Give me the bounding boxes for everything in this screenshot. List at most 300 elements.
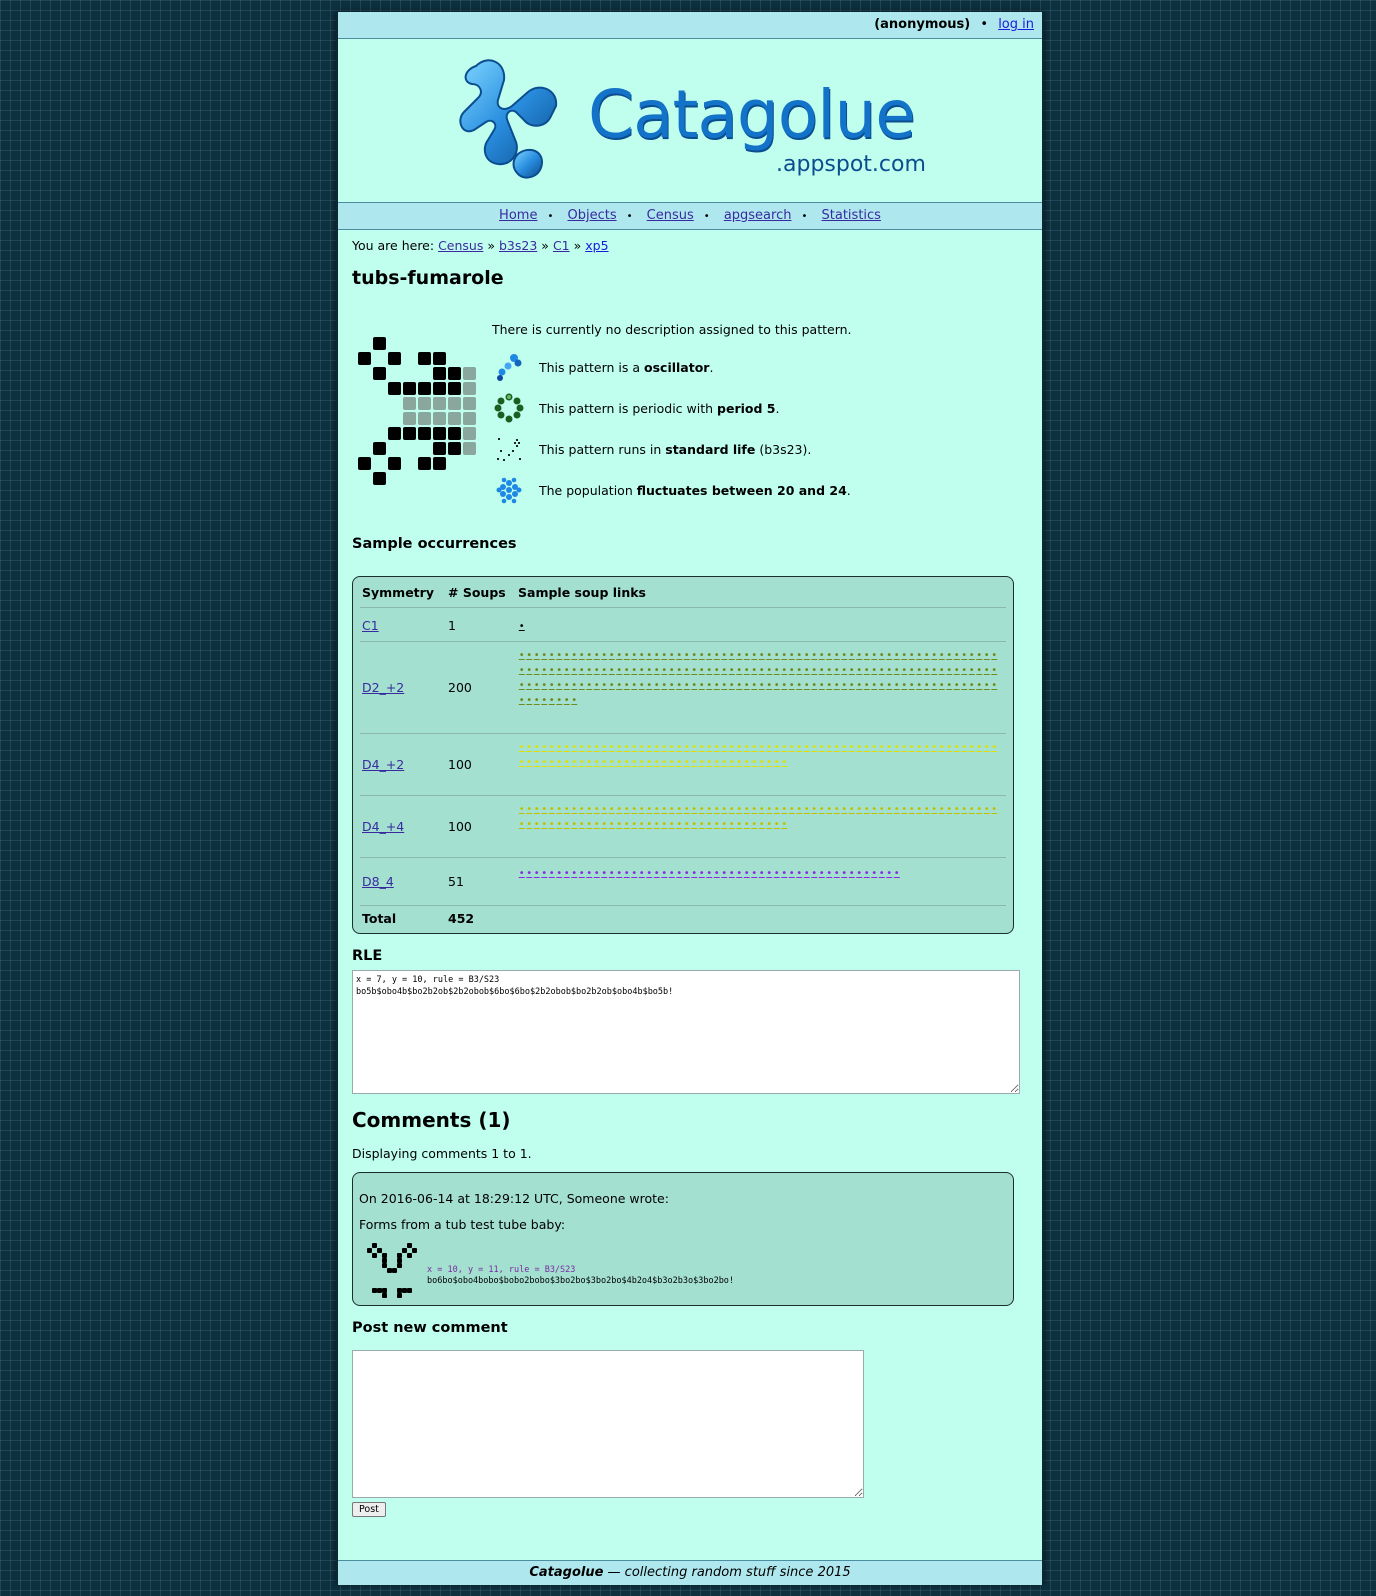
soup-link[interactable]: • xyxy=(661,804,668,815)
soup-link[interactable]: • xyxy=(721,650,728,661)
soup-link[interactable]: • xyxy=(728,680,735,691)
soup-link[interactable]: • xyxy=(766,742,773,753)
soup-link[interactable]: • xyxy=(961,650,968,661)
soup-link[interactable]: • xyxy=(646,680,653,691)
soup-link[interactable]: • xyxy=(631,819,638,830)
soup-link[interactable]: • xyxy=(541,804,548,815)
soup-link[interactable]: • xyxy=(541,757,548,768)
soup-link[interactable]: • xyxy=(976,665,983,676)
soup-link[interactable]: • xyxy=(556,695,563,706)
soup-link[interactable]: • xyxy=(758,650,765,661)
soup-link[interactable]: • xyxy=(841,742,848,753)
soup-link[interactable]: • xyxy=(878,680,885,691)
soup-link[interactable]: • xyxy=(871,665,878,676)
soup-link[interactable]: • xyxy=(743,819,750,830)
soup-link[interactable]: • xyxy=(683,868,690,879)
soup-link[interactable]: • xyxy=(818,742,825,753)
soup-link[interactable]: • xyxy=(743,650,750,661)
soup-link[interactable]: • xyxy=(661,742,668,753)
soup-link[interactable]: • xyxy=(773,868,780,879)
soup-link[interactable]: • xyxy=(638,804,645,815)
soup-link[interactable]: • xyxy=(856,804,863,815)
soup-link[interactable]: • xyxy=(751,868,758,879)
soup-link[interactable]: • xyxy=(713,868,720,879)
soup-link[interactable]: • xyxy=(533,757,540,768)
symmetry-link[interactable]: D4_+4 xyxy=(362,818,405,834)
soup-link[interactable]: • xyxy=(728,868,735,879)
soup-link[interactable]: • xyxy=(811,665,818,676)
soup-link[interactable]: • xyxy=(563,650,570,661)
soup-link[interactable]: • xyxy=(736,819,743,830)
soup-link[interactable]: • xyxy=(871,868,878,879)
soup-link[interactable]: • xyxy=(991,804,998,815)
soup-link[interactable]: • xyxy=(983,804,990,815)
soup-link[interactable]: • xyxy=(961,742,968,753)
soup-link[interactable]: • xyxy=(841,868,848,879)
soup-link[interactable]: • xyxy=(541,680,548,691)
soup-link[interactable]: • xyxy=(578,819,585,830)
rle-textarea[interactable] xyxy=(352,970,1020,1094)
soup-link[interactable]: • xyxy=(563,680,570,691)
soup-link[interactable]: • xyxy=(908,804,915,815)
soup-link[interactable]: • xyxy=(796,868,803,879)
soup-link[interactable]: • xyxy=(601,680,608,691)
soup-link[interactable]: • xyxy=(668,868,675,879)
soup-link[interactable]: • xyxy=(706,742,713,753)
soup-link[interactable]: • xyxy=(646,804,653,815)
soup-link[interactable]: • xyxy=(893,868,900,879)
soup-link[interactable]: • xyxy=(578,680,585,691)
soup-link[interactable]: • xyxy=(728,650,735,661)
soup-link[interactable]: • xyxy=(661,868,668,879)
soup-link[interactable]: • xyxy=(571,868,578,879)
soup-link[interactable]: • xyxy=(766,819,773,830)
soup-link[interactable]: • xyxy=(661,757,668,768)
soup-link[interactable]: • xyxy=(563,868,570,879)
soup-link[interactable]: • xyxy=(893,650,900,661)
soup-link[interactable]: • xyxy=(713,650,720,661)
soup-link[interactable]: • xyxy=(841,804,848,815)
soup-link[interactable]: • xyxy=(653,665,660,676)
soup-link[interactable]: • xyxy=(908,742,915,753)
soup-link[interactable]: • xyxy=(608,819,615,830)
soup-link[interactable]: • xyxy=(541,742,548,753)
soup-link[interactable]: • xyxy=(616,665,623,676)
soup-link[interactable]: • xyxy=(781,868,788,879)
soup-link[interactable]: • xyxy=(608,680,615,691)
soup-link[interactable]: • xyxy=(916,650,923,661)
soup-link[interactable]: • xyxy=(946,804,953,815)
soup-link[interactable]: • xyxy=(931,742,938,753)
soup-link[interactable]: • xyxy=(788,804,795,815)
soup-link[interactable]: • xyxy=(856,680,863,691)
soup-link[interactable]: • xyxy=(661,665,668,676)
soup-link[interactable]: • xyxy=(773,757,780,768)
soup-link[interactable]: • xyxy=(893,680,900,691)
soup-link[interactable]: • xyxy=(608,757,615,768)
soup-link[interactable]: • xyxy=(646,757,653,768)
soup-link[interactable]: • xyxy=(871,804,878,815)
soup-link[interactable]: • xyxy=(683,650,690,661)
soup-link[interactable]: • xyxy=(646,868,653,879)
soup-link[interactable]: • xyxy=(766,680,773,691)
soup-link[interactable]: • xyxy=(743,665,750,676)
soup-link[interactable]: • xyxy=(773,742,780,753)
soup-link[interactable]: • xyxy=(533,650,540,661)
soup-link[interactable]: • xyxy=(833,804,840,815)
soup-link[interactable]: • xyxy=(773,665,780,676)
soup-link[interactable]: • xyxy=(886,804,893,815)
soup-link[interactable]: • xyxy=(586,757,593,768)
soup-link[interactable]: • xyxy=(736,650,743,661)
soup-link[interactable]: • xyxy=(661,680,668,691)
soup-link[interactable]: • xyxy=(713,742,720,753)
soup-link[interactable]: • xyxy=(676,819,683,830)
soup-link[interactable]: • xyxy=(721,742,728,753)
soup-link[interactable]: • xyxy=(803,665,810,676)
soup-link[interactable]: • xyxy=(526,868,533,879)
soup-link[interactable]: • xyxy=(758,819,765,830)
soup-link[interactable]: • xyxy=(676,665,683,676)
soup-link[interactable]: • xyxy=(556,804,563,815)
soup-link[interactable]: • xyxy=(563,695,570,706)
soup-link[interactable]: • xyxy=(698,742,705,753)
soup-link[interactable]: • xyxy=(901,742,908,753)
soup-link[interactable]: • xyxy=(563,665,570,676)
soup-link[interactable]: • xyxy=(901,650,908,661)
soup-link[interactable]: • xyxy=(518,620,525,632)
soup-link[interactable]: • xyxy=(623,742,630,753)
soup-link[interactable]: • xyxy=(593,819,600,830)
soup-link[interactable]: • xyxy=(631,665,638,676)
soup-link[interactable]: • xyxy=(736,757,743,768)
breadcrumb-census[interactable]: Census xyxy=(438,238,484,253)
soup-link[interactable]: • xyxy=(571,819,578,830)
soup-link[interactable]: • xyxy=(623,665,630,676)
soup-link[interactable]: • xyxy=(593,757,600,768)
soup-link[interactable]: • xyxy=(983,742,990,753)
soup-link[interactable]: • xyxy=(976,650,983,661)
soup-link[interactable]: • xyxy=(638,650,645,661)
soup-link[interactable]: • xyxy=(803,742,810,753)
soup-link[interactable]: • xyxy=(698,650,705,661)
soup-link[interactable]: • xyxy=(526,757,533,768)
soup-link[interactable]: • xyxy=(631,742,638,753)
soup-link[interactable]: • xyxy=(916,680,923,691)
soup-link[interactable]: • xyxy=(638,819,645,830)
soup-link[interactable]: • xyxy=(608,804,615,815)
soup-link[interactable]: • xyxy=(826,742,833,753)
soup-link[interactable]: • xyxy=(683,665,690,676)
soup-link[interactable]: • xyxy=(826,680,833,691)
soup-link[interactable]: • xyxy=(578,742,585,753)
soup-link[interactable]: • xyxy=(931,665,938,676)
soup-link[interactable]: • xyxy=(833,650,840,661)
soup-link[interactable]: • xyxy=(706,804,713,815)
soup-link[interactable]: • xyxy=(901,804,908,815)
soup-link[interactable]: • xyxy=(571,695,578,706)
soup-link[interactable]: • xyxy=(946,650,953,661)
soup-link[interactable]: • xyxy=(668,742,675,753)
soup-link[interactable]: • xyxy=(961,804,968,815)
soup-link[interactable]: • xyxy=(668,804,675,815)
soup-link[interactable]: • xyxy=(586,804,593,815)
soup-link[interactable]: • xyxy=(541,665,548,676)
soup-link[interactable]: • xyxy=(796,804,803,815)
soup-link[interactable]: • xyxy=(526,650,533,661)
soup-link[interactable]: • xyxy=(653,742,660,753)
soup-link[interactable]: • xyxy=(608,868,615,879)
new-comment-textarea[interactable] xyxy=(352,1350,864,1498)
soup-link[interactable]: • xyxy=(518,680,525,691)
soup-link[interactable]: • xyxy=(578,650,585,661)
soup-link[interactable]: • xyxy=(518,804,525,815)
soup-link[interactable]: • xyxy=(766,868,773,879)
soup-link[interactable]: • xyxy=(743,804,750,815)
soup-link[interactable]: • xyxy=(908,665,915,676)
soup-link[interactable]: • xyxy=(683,742,690,753)
soup-link[interactable]: • xyxy=(683,819,690,830)
soup-link[interactable]: • xyxy=(548,804,555,815)
soup-link[interactable]: • xyxy=(833,868,840,879)
soup-link[interactable]: • xyxy=(638,868,645,879)
soup-link[interactable]: • xyxy=(796,650,803,661)
soup-link[interactable]: • xyxy=(541,868,548,879)
soup-link[interactable]: • xyxy=(818,868,825,879)
soup-link[interactable]: • xyxy=(698,757,705,768)
soup-link[interactable]: • xyxy=(713,680,720,691)
soup-link[interactable]: • xyxy=(878,650,885,661)
soup-link[interactable]: • xyxy=(863,868,870,879)
soup-link[interactable]: • xyxy=(541,819,548,830)
soup-link[interactable]: • xyxy=(541,650,548,661)
soup-link[interactable]: • xyxy=(518,819,525,830)
soup-link[interactable]: • xyxy=(518,757,525,768)
soup-link[interactable]: • xyxy=(946,665,953,676)
soup-link[interactable]: • xyxy=(803,868,810,879)
soup-link[interactable]: • xyxy=(848,680,855,691)
soup-link[interactable]: • xyxy=(773,804,780,815)
soup-link[interactable]: • xyxy=(803,680,810,691)
soup-link[interactable]: • xyxy=(751,665,758,676)
soup-link[interactable]: • xyxy=(818,680,825,691)
soup-link[interactable]: • xyxy=(788,868,795,879)
soup-link[interactable]: • xyxy=(601,804,608,815)
soup-link[interactable]: • xyxy=(878,868,885,879)
soup-link[interactable]: • xyxy=(526,804,533,815)
soup-link[interactable]: • xyxy=(698,819,705,830)
soup-link[interactable]: • xyxy=(863,650,870,661)
soup-link[interactable]: • xyxy=(623,650,630,661)
soup-link[interactable]: • xyxy=(533,804,540,815)
soup-link[interactable]: • xyxy=(848,665,855,676)
soup-link[interactable]: • xyxy=(743,868,750,879)
soup-link[interactable]: • xyxy=(593,650,600,661)
soup-link[interactable]: • xyxy=(758,804,765,815)
soup-link[interactable]: • xyxy=(593,804,600,815)
soup-link[interactable]: • xyxy=(601,650,608,661)
soup-link[interactable]: • xyxy=(796,680,803,691)
soup-link[interactable]: • xyxy=(916,742,923,753)
soup-link[interactable]: • xyxy=(586,680,593,691)
soup-link[interactable]: • xyxy=(593,868,600,879)
soup-link[interactable]: • xyxy=(803,804,810,815)
soup-link[interactable]: • xyxy=(691,757,698,768)
soup-link[interactable]: • xyxy=(676,868,683,879)
soup-link[interactable]: • xyxy=(518,650,525,661)
soup-link[interactable]: • xyxy=(751,680,758,691)
soup-link[interactable]: • xyxy=(631,650,638,661)
soup-link[interactable]: • xyxy=(751,804,758,815)
soup-link[interactable]: • xyxy=(863,665,870,676)
soup-link[interactable]: • xyxy=(556,742,563,753)
soup-link[interactable]: • xyxy=(668,680,675,691)
soup-link[interactable]: • xyxy=(556,757,563,768)
nav-census[interactable]: Census xyxy=(646,208,694,223)
soup-link[interactable]: • xyxy=(548,665,555,676)
breadcrumb-type[interactable]: xp5 xyxy=(585,238,609,253)
soup-link[interactable]: • xyxy=(968,804,975,815)
soup-link[interactable]: • xyxy=(616,650,623,661)
soup-link[interactable]: • xyxy=(578,868,585,879)
soup-link[interactable]: • xyxy=(766,650,773,661)
soup-link[interactable]: • xyxy=(931,804,938,815)
soup-link[interactable]: • xyxy=(638,742,645,753)
soup-link[interactable]: • xyxy=(886,868,893,879)
soup-link[interactable]: • xyxy=(533,742,540,753)
soup-link[interactable]: • xyxy=(713,757,720,768)
soup-link[interactable]: • xyxy=(526,819,533,830)
soup-link[interactable]: • xyxy=(698,868,705,879)
soup-link[interactable]: • xyxy=(556,819,563,830)
soup-link[interactable]: • xyxy=(601,742,608,753)
soup-link[interactable]: • xyxy=(653,819,660,830)
soup-link[interactable]: • xyxy=(953,804,960,815)
soup-link[interactable]: • xyxy=(848,742,855,753)
soup-link[interactable]: • xyxy=(698,665,705,676)
soup-link[interactable]: • xyxy=(901,680,908,691)
soup-link[interactable]: • xyxy=(721,665,728,676)
soup-link[interactable]: • xyxy=(526,742,533,753)
soup-link[interactable]: • xyxy=(871,650,878,661)
soup-link[interactable]: • xyxy=(548,819,555,830)
soup-link[interactable]: • xyxy=(638,665,645,676)
soup-link[interactable]: • xyxy=(923,680,930,691)
soup-link[interactable]: • xyxy=(556,680,563,691)
soup-link[interactable]: • xyxy=(916,804,923,815)
soup-link[interactable]: • xyxy=(773,819,780,830)
soup-link[interactable]: • xyxy=(953,665,960,676)
soup-link[interactable]: • xyxy=(556,650,563,661)
soup-link[interactable]: • xyxy=(931,680,938,691)
soup-link[interactable]: • xyxy=(653,757,660,768)
soup-link[interactable]: • xyxy=(758,680,765,691)
soup-link[interactable]: • xyxy=(923,665,930,676)
soup-link[interactable]: • xyxy=(946,680,953,691)
soup-link[interactable]: • xyxy=(653,650,660,661)
soup-link[interactable]: • xyxy=(683,680,690,691)
soup-link[interactable]: • xyxy=(691,804,698,815)
soup-link[interactable]: • xyxy=(811,650,818,661)
soup-link[interactable]: • xyxy=(706,650,713,661)
soup-link[interactable]: • xyxy=(878,804,885,815)
soup-link[interactable]: • xyxy=(616,757,623,768)
soup-link[interactable]: • xyxy=(991,742,998,753)
soup-link[interactable]: • xyxy=(676,804,683,815)
soup-link[interactable]: • xyxy=(578,804,585,815)
soup-link[interactable]: • xyxy=(781,680,788,691)
soup-link[interactable]: • xyxy=(706,665,713,676)
soup-link[interactable]: • xyxy=(691,680,698,691)
soup-link[interactable]: • xyxy=(616,742,623,753)
soup-link[interactable]: • xyxy=(728,804,735,815)
soup-link[interactable]: • xyxy=(601,665,608,676)
soup-link[interactable]: • xyxy=(698,680,705,691)
soup-link[interactable]: • xyxy=(991,680,998,691)
soup-link[interactable]: • xyxy=(781,819,788,830)
soup-link[interactable]: • xyxy=(721,819,728,830)
soup-link[interactable]: • xyxy=(548,695,555,706)
soup-link[interactable]: • xyxy=(691,868,698,879)
soup-link[interactable]: • xyxy=(533,868,540,879)
soup-link[interactable]: • xyxy=(766,804,773,815)
soup-link[interactable]: • xyxy=(938,665,945,676)
soup-link[interactable]: • xyxy=(991,650,998,661)
soup-link[interactable]: • xyxy=(833,665,840,676)
login-link[interactable]: log in xyxy=(998,17,1034,32)
soup-link[interactable]: • xyxy=(818,804,825,815)
soup-link[interactable]: • xyxy=(668,665,675,676)
soup-link[interactable]: • xyxy=(646,819,653,830)
soup-link[interactable]: • xyxy=(833,742,840,753)
soup-link[interactable]: • xyxy=(631,757,638,768)
soup-link[interactable]: • xyxy=(623,804,630,815)
soup-link[interactable]: • xyxy=(623,819,630,830)
soup-link[interactable]: • xyxy=(878,742,885,753)
soup-link[interactable]: • xyxy=(676,650,683,661)
soup-link[interactable]: • xyxy=(646,665,653,676)
soup-link[interactable]: • xyxy=(886,665,893,676)
soup-link[interactable]: • xyxy=(751,742,758,753)
soup-link[interactable]: • xyxy=(548,650,555,661)
soup-link[interactable]: • xyxy=(983,680,990,691)
soup-link[interactable]: • xyxy=(938,804,945,815)
soup-link[interactable]: • xyxy=(796,742,803,753)
soup-link[interactable]: • xyxy=(548,757,555,768)
soup-link[interactable]: • xyxy=(983,665,990,676)
soup-link[interactable]: • xyxy=(676,742,683,753)
soup-link[interactable]: • xyxy=(976,742,983,753)
soup-link[interactable]: • xyxy=(818,650,825,661)
soup-link[interactable]: • xyxy=(608,742,615,753)
soup-link[interactable]: • xyxy=(563,819,570,830)
soup-link[interactable]: • xyxy=(683,804,690,815)
soup-link[interactable]: • xyxy=(968,742,975,753)
soup-link[interactable]: • xyxy=(758,757,765,768)
soup-link[interactable]: • xyxy=(788,650,795,661)
soup-link[interactable]: • xyxy=(766,665,773,676)
soup-link[interactable]: • xyxy=(781,665,788,676)
soup-link[interactable]: • xyxy=(586,665,593,676)
soup-link[interactable]: • xyxy=(908,650,915,661)
soup-link[interactable]: • xyxy=(736,680,743,691)
soup-link[interactable]: • xyxy=(593,680,600,691)
soup-link[interactable]: • xyxy=(826,804,833,815)
soup-link[interactable]: • xyxy=(586,742,593,753)
soup-link[interactable]: • xyxy=(646,650,653,661)
soup-link[interactable]: • xyxy=(968,650,975,661)
soup-link[interactable]: • xyxy=(811,680,818,691)
